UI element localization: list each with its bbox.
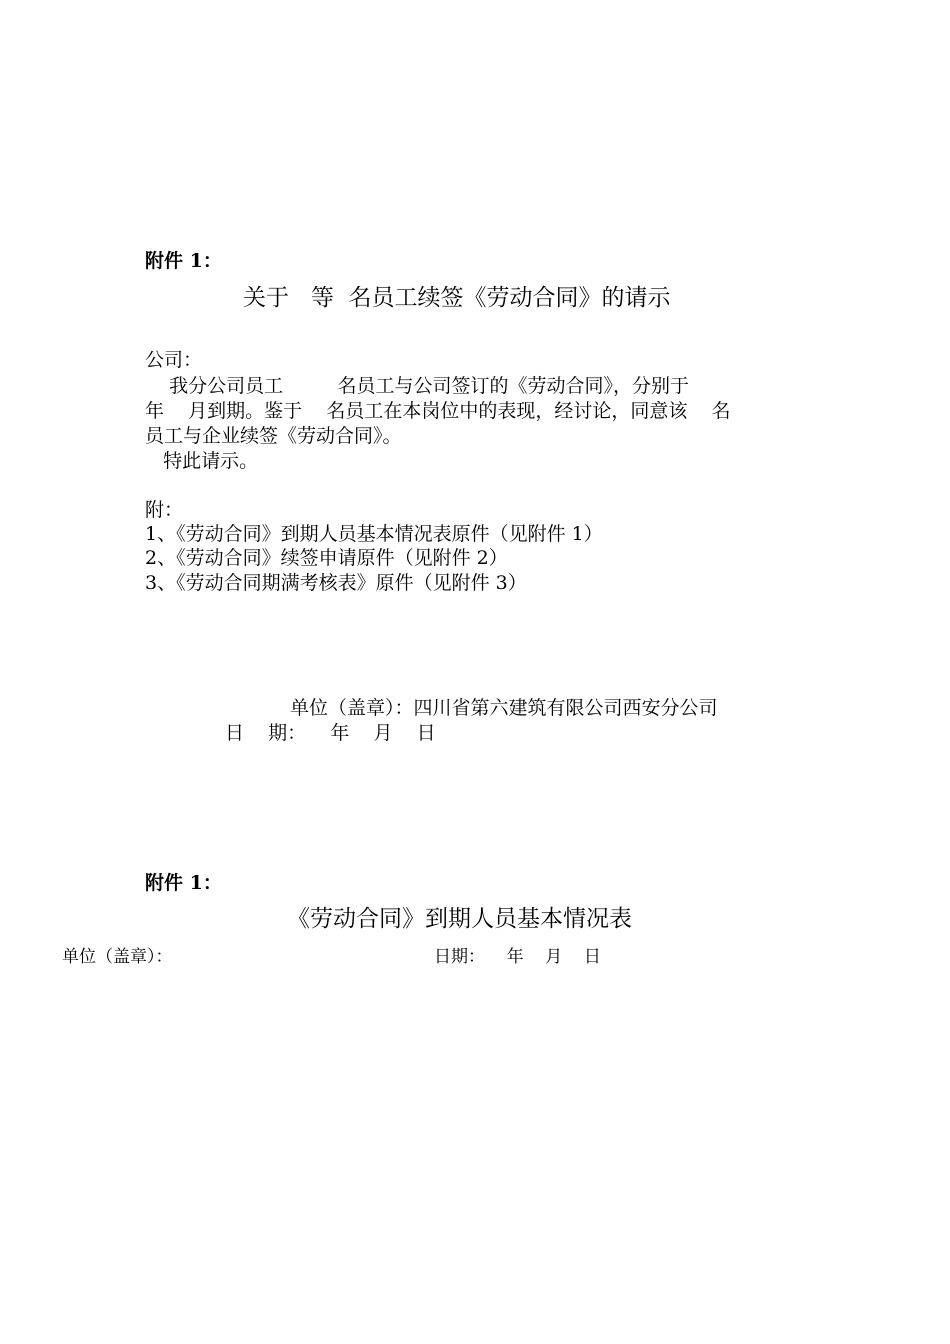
closing-line: 特此请示。: [145, 450, 259, 472]
appendix-item-2: 2、《劳动合同》续签申请原件（见附件 2）: [145, 547, 508, 569]
table-date-label: 日期： 年 月 日: [434, 947, 601, 967]
unit-stamp-label: 单位（盖章）：: [62, 947, 173, 967]
date-line: 日 期： 年 月 日: [225, 722, 436, 744]
attachment-label: 附件 1：: [145, 250, 222, 272]
appendix-item-3: 3、《劳动合同期满考核表》原件（见附件 3）: [145, 572, 527, 594]
paragraph-line-3: 员工与企业续签《劳动合同》。: [145, 425, 402, 447]
salutation: 公司：: [145, 349, 203, 371]
unit-stamp-line: 单位（盖章）：四川省第六建筑有限公司西安分公司: [290, 697, 718, 719]
paragraph-line-1: 我分公司员工 名员工与公司签订的《劳动合同》，分别于: [145, 375, 690, 397]
appendix-item-1: 1、《劳动合同》到期人员基本情况表原件（见附件 1）: [145, 523, 603, 545]
table-title: 《劳动合同》到期人员基本情况表: [287, 906, 632, 932]
document-title: 关于 等 名员工续签《劳动合同》的请示: [243, 285, 671, 311]
appendix-label: 附：: [145, 499, 184, 521]
attachment-label-2: 附件 1：: [145, 872, 222, 894]
paragraph-line-2: 年 月到期。鉴于 名员工在本岗位中的表现，经讨论，同意该 名: [145, 400, 731, 422]
